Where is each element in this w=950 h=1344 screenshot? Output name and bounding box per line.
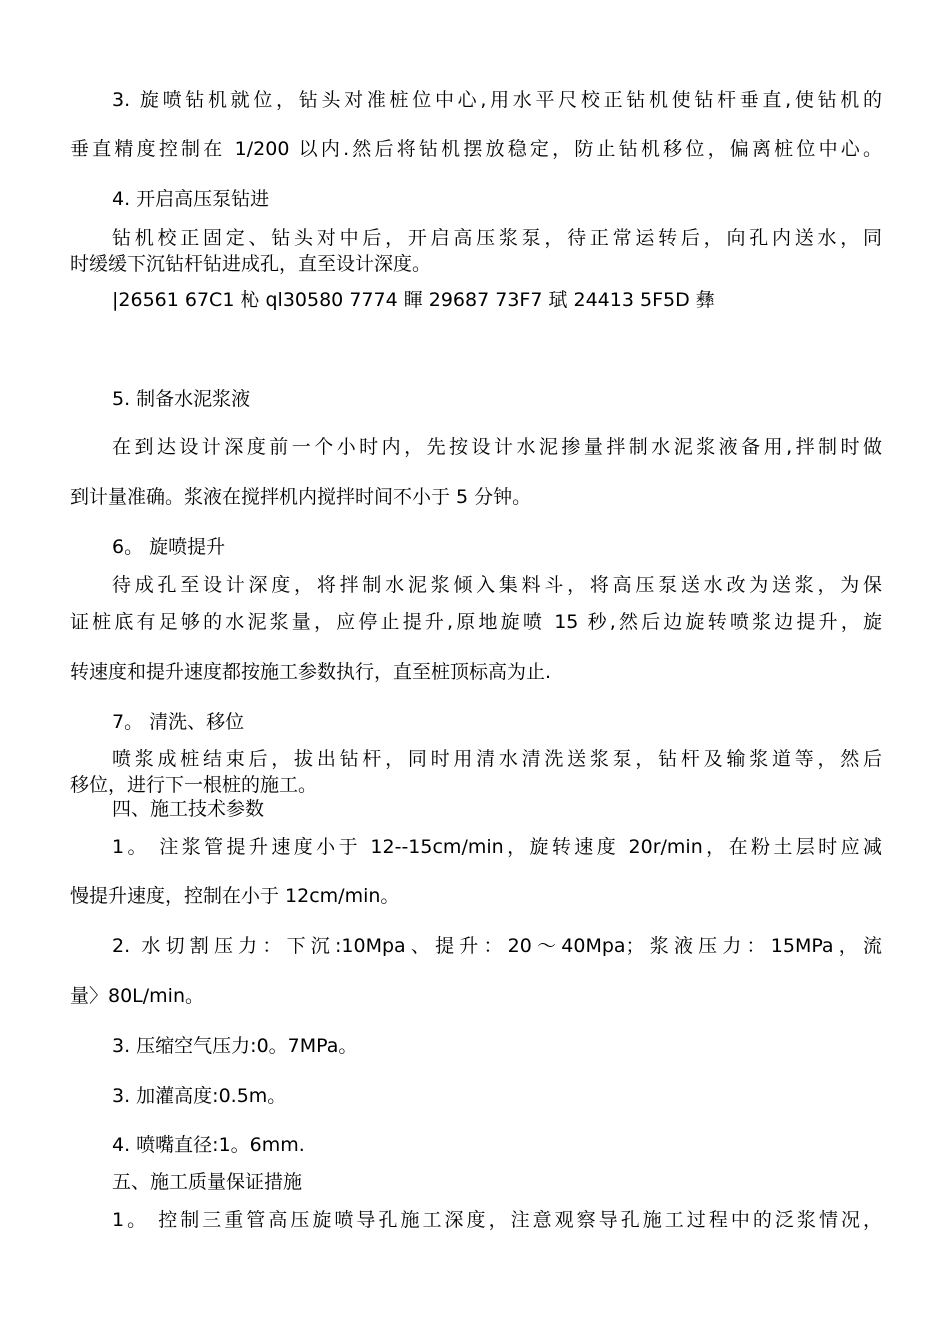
text-line: 3. 旋喷钻机就位，钻头对准桩位中心,用水平尺校正钻机使钻杆垂直,使钻机的 bbox=[112, 89, 882, 111]
text-line: 4. 开启高压泵钻进 bbox=[112, 188, 270, 210]
text-line: 5. 制备水泥浆液 bbox=[112, 388, 251, 410]
text-line: 喷浆成桩结束后，拔出钻杆，同时用清水清洗送浆泵，钻杆及输浆道等，然后 bbox=[112, 748, 882, 770]
section-heading: 五、施工质量保证措施 bbox=[112, 1171, 303, 1193]
text-line: 待成孔至设计深度，将拌制水泥浆倾入集料斗，将高压泵送水改为送浆，为保 bbox=[112, 574, 882, 596]
section-heading: 四、施工技术参数 bbox=[112, 798, 265, 820]
text-line: 慢提升速度，控制在小于 12cm/min。 bbox=[70, 885, 400, 907]
text-line: 到计量准确。浆液在搅拌机内搅拌时间不小于 5 分钟。 bbox=[70, 486, 532, 508]
text-line: 2. 水切割压力：下沉:10Mpa、提升：20～40Mpa；浆液压力：15MPa，流 bbox=[112, 935, 882, 957]
text-line: |26561 67C1 杺 ql30580 7774 睴 29687 73F7 珷 24413 5F5D 彝 bbox=[112, 289, 715, 311]
text-line: 在到达设计深度前一个小时内，先按设计水泥掺量拌制水泥浆液备用,拌制时做 bbox=[112, 436, 882, 458]
text-line: 1。 注浆管提升速度小于 12--15cm/min，旋转速度 20r/min，在粉土层时应减 bbox=[112, 836, 882, 858]
text-line: 量〉80L/min。 bbox=[70, 985, 204, 1007]
text-line: 证桩底有足够的水泥浆量，应停止提升,原地旋喷 15 秒,然后边旋转喷浆边提升，旋 bbox=[70, 611, 882, 633]
text-line: 移位，进行下一根桩的施工。 bbox=[70, 774, 318, 796]
text-line: 钻机校正固定、钻头对中后，开启高压浆泵，待正常运转后，向孔内送水，同 bbox=[112, 227, 882, 249]
text-line: 时缓缓下沉钻杆钻进成孔，直至设计深度。 bbox=[70, 253, 432, 275]
text-line: 6。 旋喷提升 bbox=[112, 536, 226, 558]
text-line: 1。 控制三重管高压旋喷导孔施工深度，注意观察导孔施工过程中的泛浆情况， bbox=[112, 1209, 882, 1231]
text-line: 转速度和提升速度都按施工参数执行，直至桩顶标高为止. bbox=[70, 661, 552, 683]
text-line: 3. 加灌高度:0.5m。 bbox=[112, 1085, 287, 1107]
text-line: 7。 清洗、移位 bbox=[112, 711, 245, 733]
text-line: 3. 压缩空气压力:0。7MPa。 bbox=[112, 1035, 358, 1057]
text-line: 垂直精度控制在 1/200 以内.然后将钻机摆放稳定，防止钻机移位，偏离桩位中心。 bbox=[70, 138, 882, 160]
text-line: 4. 喷嘴直径:1。6mm. bbox=[112, 1134, 305, 1156]
